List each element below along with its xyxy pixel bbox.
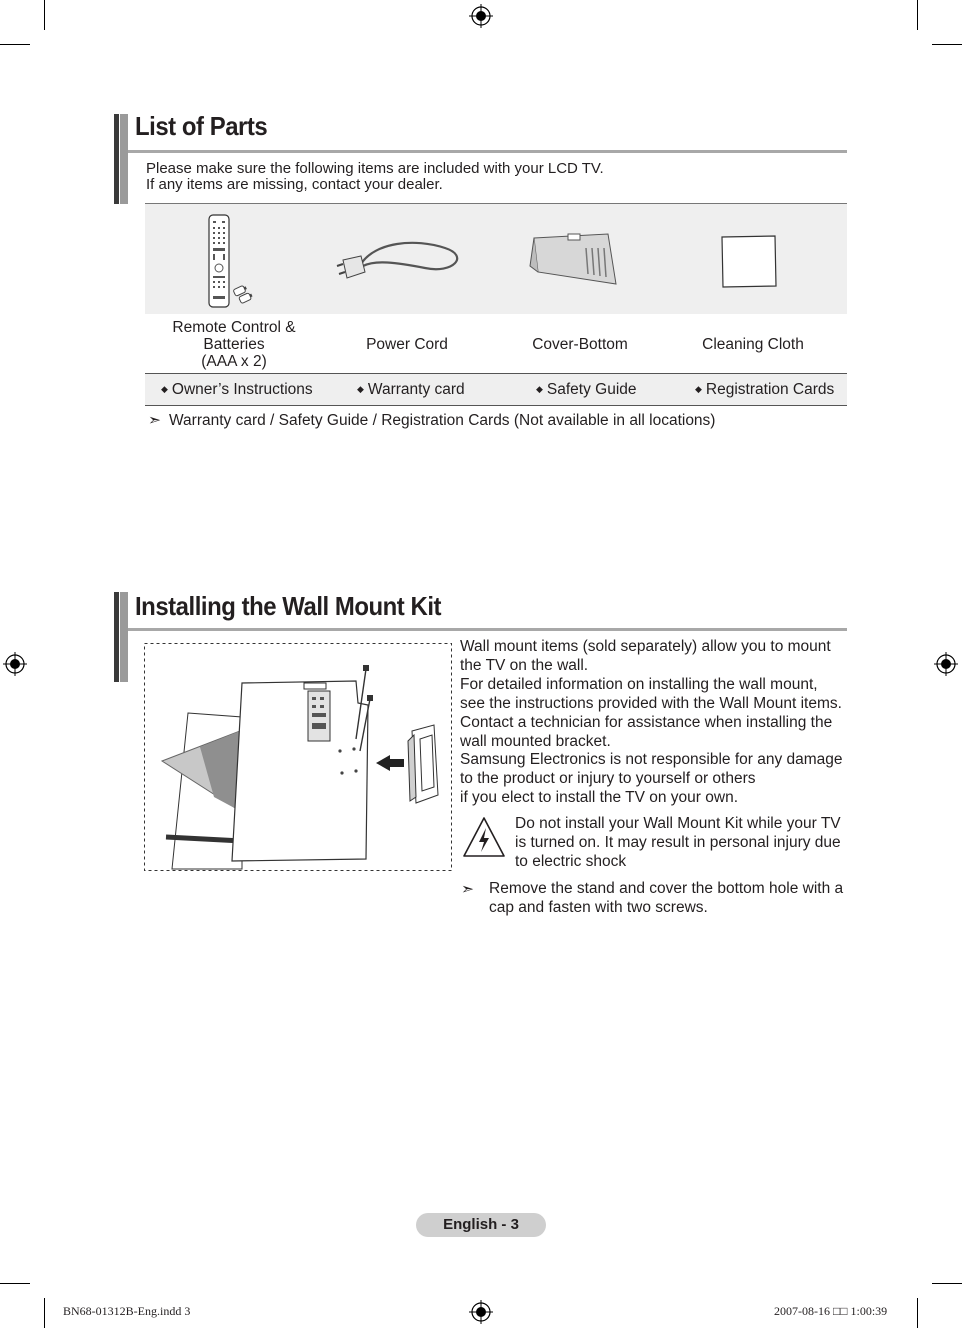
part-label-cleaning-cloth xyxy=(664,336,842,353)
section-bar xyxy=(114,592,128,682)
document-item xyxy=(536,381,637,399)
document-label: Warranty card xyxy=(367,381,465,398)
part-label-line: Remote Control & xyxy=(172,319,296,336)
note-line: Remove the stand and cover the bottom hole with a xyxy=(489,880,844,897)
warning-text xyxy=(515,815,841,872)
note-arrow-icon: ➣ xyxy=(461,881,474,898)
crop-mark xyxy=(932,1283,962,1284)
section-rule xyxy=(128,628,847,631)
crop-mark xyxy=(917,0,918,30)
cover-bottom-icon xyxy=(528,230,623,294)
note-line: cap and fasten with two screws. xyxy=(489,898,708,916)
registration-mark-icon xyxy=(3,652,27,676)
intro-line: If any items are missing, contact your dealer. xyxy=(146,176,443,193)
stand-note xyxy=(489,880,843,918)
section-title-wall-mount: Installing the Wall Mount Kit xyxy=(135,591,442,621)
section-rule xyxy=(128,150,847,153)
wall-mount-illustration xyxy=(144,643,452,871)
remote-control-batteries-icon xyxy=(203,212,263,310)
document-label: Owner’s Instructions xyxy=(171,381,313,398)
power-cord-icon xyxy=(335,234,465,294)
paragraph-line: Wall mount items (sold separately) allow you to mount xyxy=(460,638,831,655)
page-number-label: English - 3 xyxy=(416,1213,546,1237)
part-label-line: (AAA x 2) xyxy=(201,353,267,370)
registration-mark-icon xyxy=(934,652,958,676)
diamond-bullet-icon: ◆ xyxy=(161,384,168,394)
document-item xyxy=(357,381,465,399)
crop-mark xyxy=(932,44,962,45)
intro-line: Please make sure the following items are included with your LCD TV. xyxy=(146,160,604,177)
note-arrow-icon: ➣ xyxy=(148,412,161,429)
section-title-list-of-parts: List of Parts xyxy=(135,111,268,141)
warning-line: to electric shock xyxy=(515,852,627,870)
part-label-power-cord xyxy=(318,336,496,353)
part-label-cover-bottom xyxy=(491,336,669,353)
crop-mark xyxy=(0,1283,30,1284)
part-label-line: Power Cord xyxy=(366,336,448,353)
section-bar xyxy=(114,114,128,204)
warning-line: is turned on. It may result in personal injury due xyxy=(515,833,841,851)
paragraph-line: wall mounted bracket. xyxy=(460,732,611,750)
document-item xyxy=(161,381,313,399)
part-label-line: Cleaning Cloth xyxy=(702,336,804,353)
intro-text xyxy=(146,161,604,193)
crop-mark xyxy=(917,1298,918,1328)
warning-line: Do not install your Wall Mount Kit while your TV xyxy=(515,815,841,832)
crop-mark xyxy=(44,1298,45,1328)
electric-shock-warning-icon xyxy=(462,816,506,858)
footer-timestamp: 2007-08-16 □□ 1:00:39 xyxy=(774,1304,888,1318)
documents-row xyxy=(145,373,847,406)
footer-filename: BN68-01312B-Eng.indd 3 xyxy=(63,1304,191,1318)
part-label-remote-control xyxy=(145,319,323,370)
availability-note xyxy=(148,411,715,430)
document-label: Registration Cards xyxy=(705,381,835,398)
paragraph-line: Samsung Electronics is not responsible for any damage xyxy=(460,751,843,769)
crop-mark xyxy=(44,0,45,30)
paragraph-line: see the instructions provided with the Wall Mount items. xyxy=(460,694,842,712)
paragraph-line: the TV on the wall. xyxy=(460,656,589,674)
document-item xyxy=(695,381,834,399)
part-label-line: Cover-Bottom xyxy=(532,336,628,353)
diamond-bullet-icon: ◆ xyxy=(536,384,543,394)
diamond-bullet-icon: ◆ xyxy=(357,384,364,394)
crop-mark xyxy=(0,44,30,45)
paragraph-line: to the product or injury to yourself or others xyxy=(460,770,756,788)
wall-mount-paragraph xyxy=(460,638,843,808)
registration-mark-icon xyxy=(469,4,493,28)
paragraph-line: if you elect to install the TV on your own. xyxy=(460,789,739,807)
part-label-line: Batteries xyxy=(203,336,265,353)
note-text: Warranty card / Safety Guide / Registration Cards (Not available in all locations) xyxy=(169,412,716,429)
paragraph-line: For detailed information on installing the wall mount, xyxy=(460,675,818,693)
parts-image-strip xyxy=(145,203,847,314)
paragraph-line: Contact a technician for assistance when installing the xyxy=(460,713,833,731)
diamond-bullet-icon: ◆ xyxy=(695,384,702,394)
cleaning-cloth-icon xyxy=(719,234,779,290)
document-label: Safety Guide xyxy=(546,381,637,398)
registration-mark-icon xyxy=(469,1300,493,1324)
